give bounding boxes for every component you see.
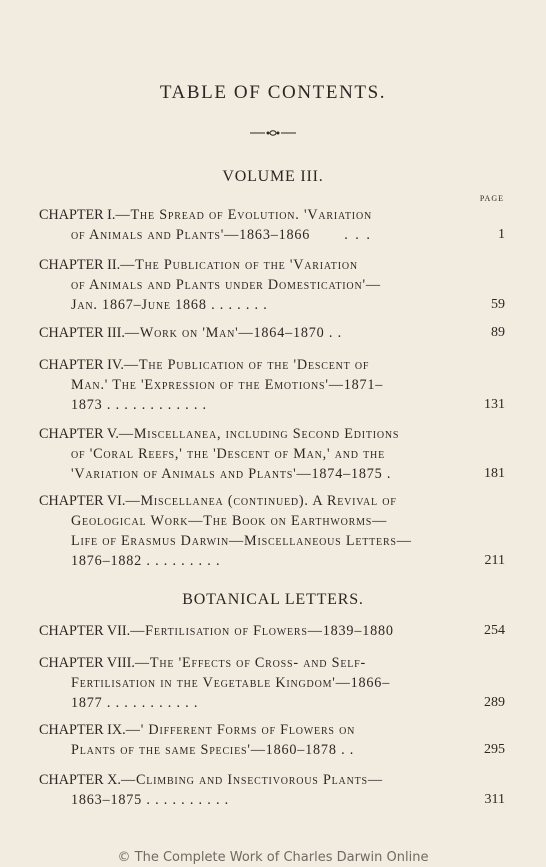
toc-entry[interactable] bbox=[39, 720, 504, 760]
chapter-title: 'Variation of Animals and Plants'—1874–1875 . bbox=[71, 466, 392, 482]
toc-entry[interactable] bbox=[39, 653, 504, 713]
chapter-title: Man.' The 'Expression of the Emotions'—1871– bbox=[71, 377, 384, 393]
chapter-title: —The 'Effects of Cross- and Self- bbox=[134, 655, 367, 671]
chapter-title: —' Different Forms of Flowers on bbox=[125, 722, 356, 738]
chapter-number: CHAPTER VIII. bbox=[39, 655, 135, 671]
chapter-title: —Miscellanea, including Second Editions bbox=[118, 426, 400, 442]
copyright-footer: © The Complete Work of Charles Darwin Online bbox=[117, 850, 429, 865]
chapter-title: of Animals and Plants under Domestication'— bbox=[71, 277, 381, 293]
chapter-number: CHAPTER VII. bbox=[39, 623, 131, 639]
chapter-title: Geological Work—The Book on Earthworms— bbox=[71, 513, 388, 529]
ornamental-rule-icon bbox=[250, 128, 296, 138]
chapter-title: of Animals and Plants'—1863–1866 bbox=[71, 227, 311, 243]
chapter-title: 1876–1882 . . . . . . . . . bbox=[71, 553, 221, 569]
page-number: 289 bbox=[484, 695, 505, 710]
chapter-title: —The Publication of the 'Variation bbox=[120, 257, 358, 273]
section-heading-volume: VOLUME III. bbox=[222, 168, 324, 185]
page-number: 1 bbox=[498, 227, 505, 242]
chapter-number: CHAPTER IV. bbox=[39, 357, 124, 373]
chapter-title: —Climbing and Insectivorous Plants— bbox=[120, 772, 383, 788]
chapter-title: of 'Coral Reefs,' the 'Descent of Man,' and the bbox=[71, 446, 385, 462]
chapter-title: Plants of the same Species'—1860–1878 . . bbox=[71, 742, 355, 758]
toc-entry[interactable] bbox=[39, 255, 504, 315]
toc-entry[interactable] bbox=[39, 205, 504, 245]
chapter-title: Fertilisation in the Vegetable Kingdom'—1866– bbox=[71, 675, 391, 691]
page-number: 311 bbox=[484, 792, 505, 807]
chapter-title: —The Publication of the 'Descent of bbox=[123, 357, 370, 373]
page-number: 181 bbox=[484, 466, 505, 481]
page-number: 295 bbox=[484, 742, 505, 757]
leader-dots: . . . bbox=[344, 227, 372, 243]
chapter-title: —Miscellanea (continued). A Revival of bbox=[125, 493, 397, 509]
toc-entry[interactable] bbox=[39, 323, 504, 343]
page-number: 254 bbox=[484, 623, 505, 638]
page-title: TABLE OF CONTENTS. bbox=[159, 82, 387, 103]
chapter-title: —The Spread of Evolution. 'Variation bbox=[115, 207, 372, 223]
toc-entry[interactable] bbox=[39, 770, 504, 810]
chapter-number: CHAPTER I. bbox=[39, 207, 116, 223]
toc-entry[interactable] bbox=[39, 424, 504, 484]
chapter-title: —Fertilisation of Flowers—1839–1880 bbox=[130, 623, 394, 639]
chapter-number: CHAPTER IX. bbox=[39, 722, 126, 738]
chapter-number: CHAPTER VI. bbox=[39, 493, 126, 509]
chapter-number: CHAPTER II. bbox=[39, 257, 121, 273]
chapter-title: Jan. 1867–June 1868 . . . . . . . bbox=[71, 297, 268, 313]
toc-entry[interactable] bbox=[39, 355, 504, 415]
page-number: 131 bbox=[484, 397, 505, 412]
chapter-title: 1863–1875 . . . . . . . . . . bbox=[71, 792, 229, 808]
toc-entry[interactable] bbox=[39, 491, 504, 571]
page-number: 89 bbox=[491, 325, 505, 340]
chapter-number: CHAPTER V. bbox=[39, 426, 119, 442]
toc-entry[interactable] bbox=[39, 621, 504, 641]
page-number: 59 bbox=[491, 297, 505, 312]
section-heading-botanical: BOTANICAL LETTERS. bbox=[182, 591, 364, 608]
chapter-number: CHAPTER X. bbox=[39, 772, 121, 788]
chapter-title: 1873 . . . . . . . . . . . . bbox=[71, 397, 207, 413]
chapter-title: 1877 . . . . . . . . . . . bbox=[71, 695, 199, 711]
chapter-number: CHAPTER III. bbox=[39, 325, 125, 341]
chapter-title: —Work on 'Man'—1864–1870 . . bbox=[124, 325, 342, 341]
page-column-label: PAGE bbox=[479, 194, 504, 203]
chapter-title: Life of Erasmus Darwin—Miscellaneous Letters— bbox=[71, 533, 412, 549]
page-number: 211 bbox=[484, 553, 505, 568]
